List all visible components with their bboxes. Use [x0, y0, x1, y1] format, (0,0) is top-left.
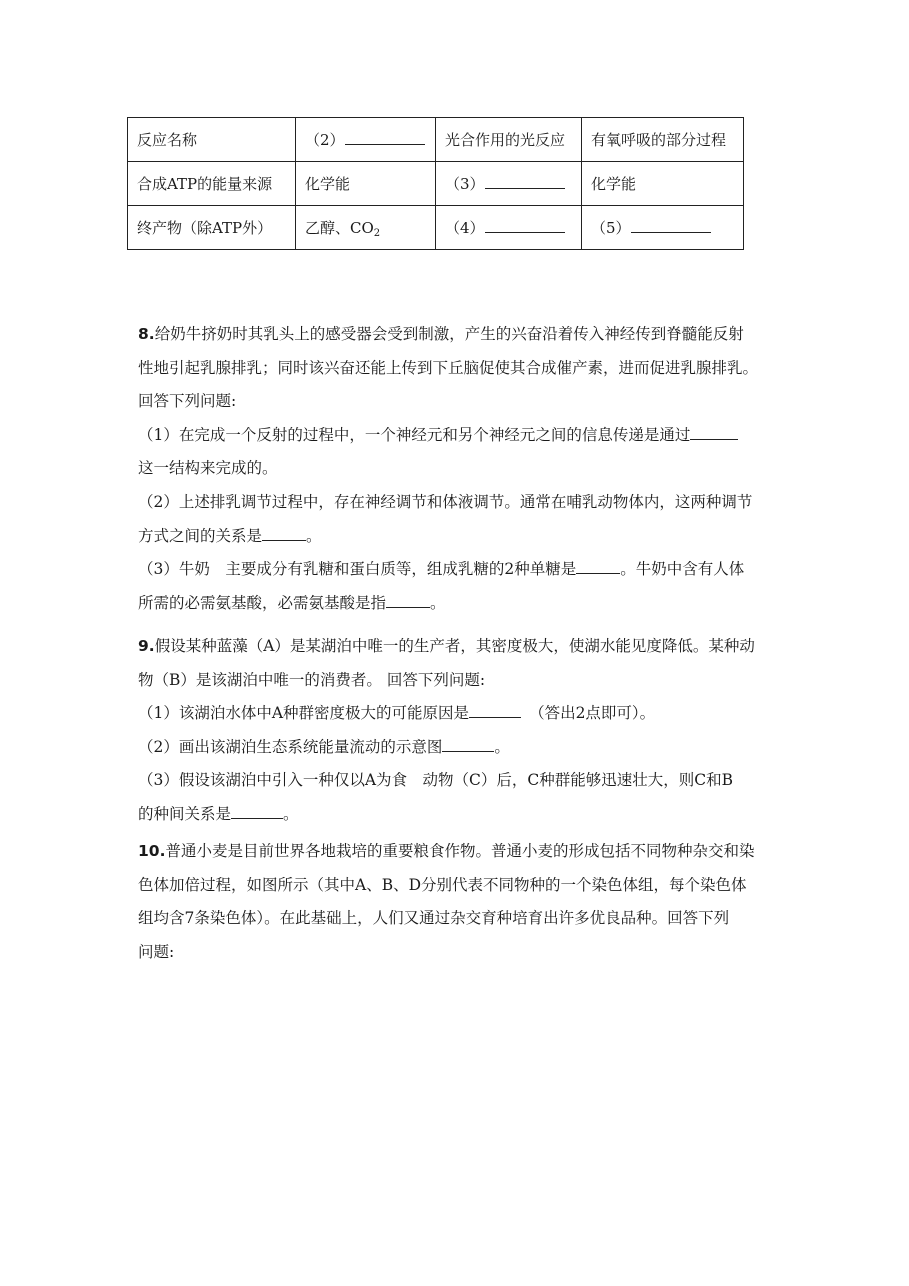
question-9: 9.假设某种蓝藻（A）是某湖泊中唯一的生产者，其密度极大，使湖水能见度降低。某种动 物（B）是该湖泊中唯一的消费者。 回答下列问题: （1）该湖泊水体中A种群密度极大的可能原因是 （答出2点即可）。 （2）画出该湖泊生态系统能量流动的示意图 。 （3）假设该湖泊中引入一种仅以A为食 动物（C）后，C种群能够迅速壮大，则C和B 的种间关系是 。 — [138, 637, 755, 823]
question-number: 10. — [138, 842, 166, 860]
table-row — [128, 206, 744, 250]
table-cell: 终产物（除ATP外） — [128, 206, 296, 250]
table-cell: （3） — [436, 162, 582, 206]
table-cell: 合成ATP的能量来源 — [128, 162, 296, 206]
table-cell: 乙醇、$CO_2$ — [296, 206, 436, 250]
answer-blank[interactable] — [345, 130, 425, 145]
table-cell: 化学能 — [296, 162, 436, 206]
answer-blank[interactable] — [485, 174, 565, 189]
table-row — [128, 118, 744, 162]
question-number: 8. — [138, 325, 155, 343]
answer-blank[interactable] — [485, 218, 565, 233]
table-cell: （5） — [582, 206, 744, 250]
answer-blank[interactable] — [262, 526, 306, 541]
table-cell: 化学能 — [582, 162, 744, 206]
answer-blank[interactable] — [576, 559, 620, 574]
answer-blank[interactable] — [469, 703, 521, 718]
answer-blank[interactable] — [442, 737, 494, 752]
question-number: 9. — [138, 637, 155, 655]
table-cell: 光合作用的光反应 — [436, 118, 582, 162]
table-cell: 有氧呼吸的部分过程 — [582, 118, 744, 162]
table-cell: （4） — [436, 206, 582, 250]
answer-blank[interactable] — [690, 425, 738, 440]
question-10: 10.普通小麦是目前世界各地栽培的重要粮食作物。普通小麦的形成包括不同物种杂交和染 色体加倍过程，如图所示（其中A、B、D分别代表不同物种的一个染色体组，每个染色体 组均含7条染色体）。在此基础上，人们又通过杂交育种培育出许多优良品种。回答下列 问题: — [138, 842, 755, 961]
answer-blank[interactable] — [231, 804, 283, 819]
reaction-table — [127, 117, 744, 250]
answer-blank[interactable] — [631, 218, 711, 233]
table-row — [128, 162, 744, 206]
table-cell: 反应名称 — [128, 118, 296, 162]
answer-blank[interactable] — [386, 593, 430, 608]
question-8: 8.给奶牛挤奶时其乳头上的感受器会受到制激，产生的兴奋沿着传入神经传到脊髓能反射 性地引起乳腺排乳；同时该兴奋还能上传到下丘脑促使其合成催产素，进而促进乳腺排乳。 回答下列问题: （1）在完成一个反射的过程中，一个神经元和另个神经元之间的信息传递是通过 这一结构来完成的。 （2）上述排乳调节过程中，存在神经调节和体液调节。通常在哺乳动物体内，这两种调节 方式之间的关系是 。 （3）牛奶 主要成分有乳糖和蛋白质等，组成乳糖的2种单糖是 。牛奶中含有人体 所需的必需氨基酸，必需氨基酸是指 。 — [138, 325, 759, 612]
table-cell: （2） — [296, 118, 436, 162]
